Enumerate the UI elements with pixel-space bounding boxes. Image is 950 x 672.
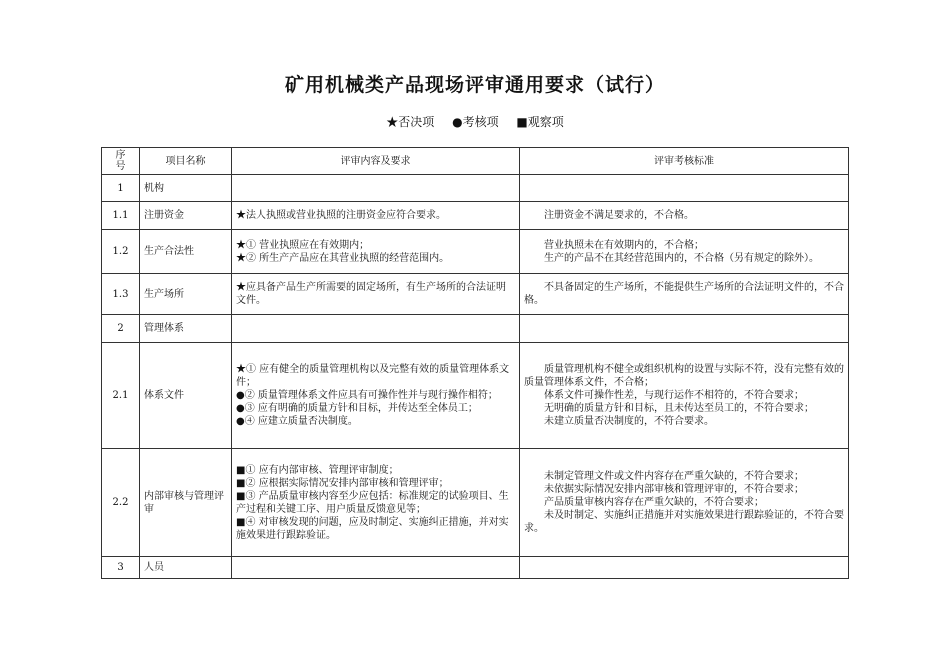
row-content: ★应具备产品生产所需要的固定场所，有生产场所的合法证明文件。: [232, 274, 520, 315]
row-content: ★法人执照或营业执照的注册资金应符合要求。: [232, 202, 520, 230]
row-content: ★① 应有健全的质量管理机构以及完整有效的质量管理体系文件； ●② 质量管理体系文件应具有可操作性并与现行操作相符； ●③ 应有明确的质量方针和目标，并传达至全体员工； ●④ 应建立质量否决制度。: [232, 343, 520, 449]
row-content: [232, 175, 520, 202]
header-criteria: 评审考核标准: [520, 148, 849, 175]
row-seq: 1.1: [102, 202, 140, 230]
document-title: 矿用机械类产品现场评审通用要求（试行）: [284, 74, 665, 96]
row-seq: 1: [102, 175, 140, 202]
row-name: 内部审核与管理评审: [140, 449, 232, 557]
row-name: 体系文件: [140, 343, 232, 449]
legend-observe: ■观察项: [516, 115, 564, 129]
row-name: 生产场所: [140, 274, 232, 315]
row-seq: 3: [102, 557, 140, 579]
row-criteria: 营业执照未在有效期内的，不合格； 生产的产品不在其经营范围内的，不合格（另有规定的除外）。: [520, 230, 849, 274]
row-criteria: 不具备固定的生产场所，不能提供生产场所的合法证明文件的，不合格。: [520, 274, 849, 315]
legend-assess: ●考核项: [452, 115, 499, 129]
legend: [0, 113, 950, 130]
header-review-content: 评审内容及要求: [232, 148, 520, 175]
table-row: [102, 449, 849, 557]
row-seq: 2.1: [102, 343, 140, 449]
table-row: [102, 343, 849, 449]
header-seq: 序 号: [102, 148, 140, 175]
row-criteria: 注册资金不满足要求的，不合格。: [520, 202, 849, 230]
row-name: 人员: [140, 557, 232, 579]
row-content: [232, 557, 520, 579]
row-content: ★① 营业执照应在有效期内； ★② 所生产产品应在其营业执照的经营范围内。: [232, 230, 520, 274]
row-content: ■① 应有内部审核、管理评审制度； ■② 应根据实际情况安排内部审核和管理评审； ■③ 产品质量审核内容至少应包括：标准规定的试验项目、生产过程和关键工序、用户质量反馈意见等； ■④ 对审核发现的问题，应及时制定、实施纠正措施，并对实施效果进行跟踪验证。: [232, 449, 520, 557]
row-content: [232, 315, 520, 343]
row-criteria: [520, 557, 849, 579]
table-row: [102, 202, 849, 230]
row-name: 机构: [140, 175, 232, 202]
row-seq: 1.2: [102, 230, 140, 274]
row-name: 生产合法性: [140, 230, 232, 274]
row-criteria: 质量管理机构不健全或组织机构的设置与实际不符，没有完整有效的质量管理体系文件，不合格； 体系文件可操作性差，与现行运作不相符的，不符合要求； 无明确的质量方针和目标，且未传达至员工的，不符合要求； 未建立质量否决制度的，不符合要求。: [520, 343, 849, 449]
table-row: [102, 175, 849, 202]
table-row: [102, 274, 849, 315]
review-requirements-table: [101, 147, 849, 579]
table-row: [102, 557, 849, 579]
row-seq: 1.3: [102, 274, 140, 315]
table-row: [102, 230, 849, 274]
table-row: [102, 315, 849, 343]
table-header-row: [102, 148, 849, 175]
row-seq: 2: [102, 315, 140, 343]
row-seq: 2.2: [102, 449, 140, 557]
header-item-name: 项目名称: [140, 148, 232, 175]
row-criteria: 未制定管理文件或文件内容存在严重欠缺的，不符合要求； 未依据实际情况安排内部审核和管理评审的，不符合要求； 产品质量审核内容存在严重欠缺的，不符合要求； 未及时制定、实施纠正措施并对实施效果进行跟踪验证的，不符合要求。: [520, 449, 849, 557]
row-criteria: [520, 175, 849, 202]
row-name: 注册资金: [140, 202, 232, 230]
row-criteria: [520, 315, 849, 343]
row-name: 管理体系: [140, 315, 232, 343]
legend-veto: ★否决项: [386, 115, 435, 129]
